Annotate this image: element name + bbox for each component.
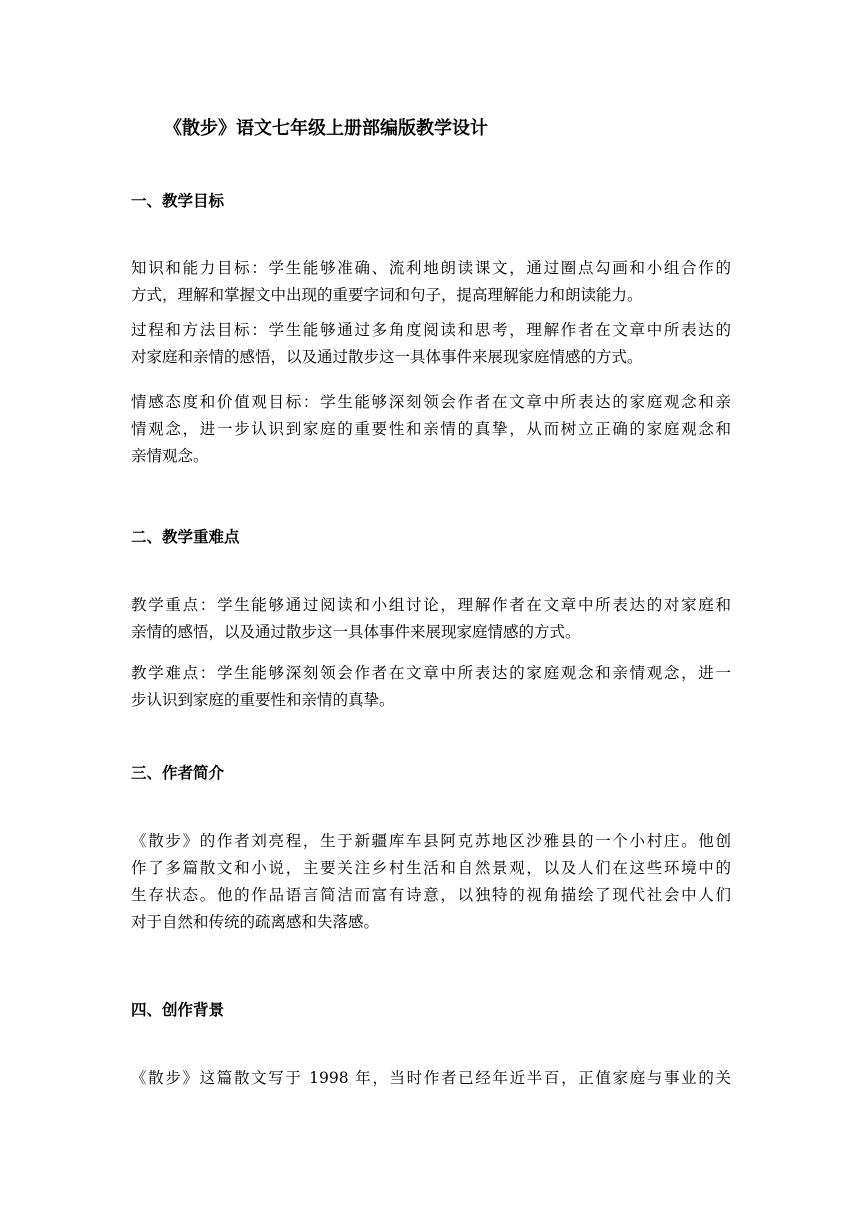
paragraph-process-method-goal: [131, 317, 731, 371]
paragraph-line: 方式，理解和掌握文中出现的重要字词和句子，提高理解能力和朗读能力。: [131, 286, 643, 304]
paragraph-author-intro: [131, 828, 731, 936]
paragraph-line: 对于自然和传统的疏离感和失落感。: [131, 913, 380, 931]
paragraph-line: 《散步》的作者刘亮程，生于新疆库车县阿克苏地区沙雅县的一个小村庄。他创: [131, 832, 731, 850]
paragraph-line: 情观念，进一步认识到家庭的重要性和亲情的真挚，从而树立正确的家庭观念和: [131, 420, 731, 438]
paragraph-line: 对家庭和亲情的感悟，以及通过散步这一具体事件来展现家庭情感的方式。: [131, 348, 643, 366]
paragraph-emotion-values-goal: [131, 389, 731, 470]
section-heading-key-points: 二、教学重难点: [131, 527, 240, 546]
paragraph-teaching-difficulty: [131, 660, 731, 714]
section-heading-background: 四、创作背景: [131, 1000, 225, 1019]
paragraph-line: 教学重点：学生能够通过阅读和小组讨论，理解作者在文章中所表达的对家庭和: [131, 596, 731, 614]
paragraph-line: 情感态度和价值观目标：学生能够深刻领会作者在文章中所表达的家庭观念和亲: [131, 393, 731, 411]
paragraph-creation-background: [131, 1065, 731, 1092]
paragraph-line: 步认识到家庭的重要性和亲情的真挚。: [131, 691, 395, 709]
section-heading-author: 三、作者简介: [131, 763, 225, 782]
paragraph-line: 《散步》这篇散文写于 1998 年，当时作者已经年近半百，正值家庭与事业的关: [131, 1069, 731, 1087]
paragraph-line: 亲情的感悟，以及通过散步这一具体事件来展现家庭情感的方式。: [131, 623, 581, 641]
paragraph-line: 生存状态。他的作品语言简洁而富有诗意，以独特的视角描绘了现代社会中人们: [131, 886, 731, 904]
paragraph-line: 过程和方法目标：学生能够通过多角度阅读和思考，理解作者在文章中所表达的: [131, 321, 731, 339]
paragraph-knowledge-ability-goal: [131, 255, 731, 309]
paragraph-line: 作了多篇散文和小说，主要关注乡村生活和自然景观，以及人们在这些环境中的: [131, 859, 731, 877]
section-heading-objectives: 一、教学目标: [131, 191, 225, 210]
paragraph-line: 教学难点：学生能够深刻领会作者在文章中所表达的家庭观念和亲情观念，进一: [131, 664, 731, 682]
paragraph-line: 知识和能力目标：学生能够准确、流利地朗读课文，通过圈点勾画和小组合作的: [131, 259, 731, 277]
document-title: 《散步》语文七年级上册部编版教学设计: [164, 118, 488, 139]
paragraph-line: 亲情观念。: [131, 447, 209, 465]
paragraph-teaching-focus: [131, 592, 731, 646]
